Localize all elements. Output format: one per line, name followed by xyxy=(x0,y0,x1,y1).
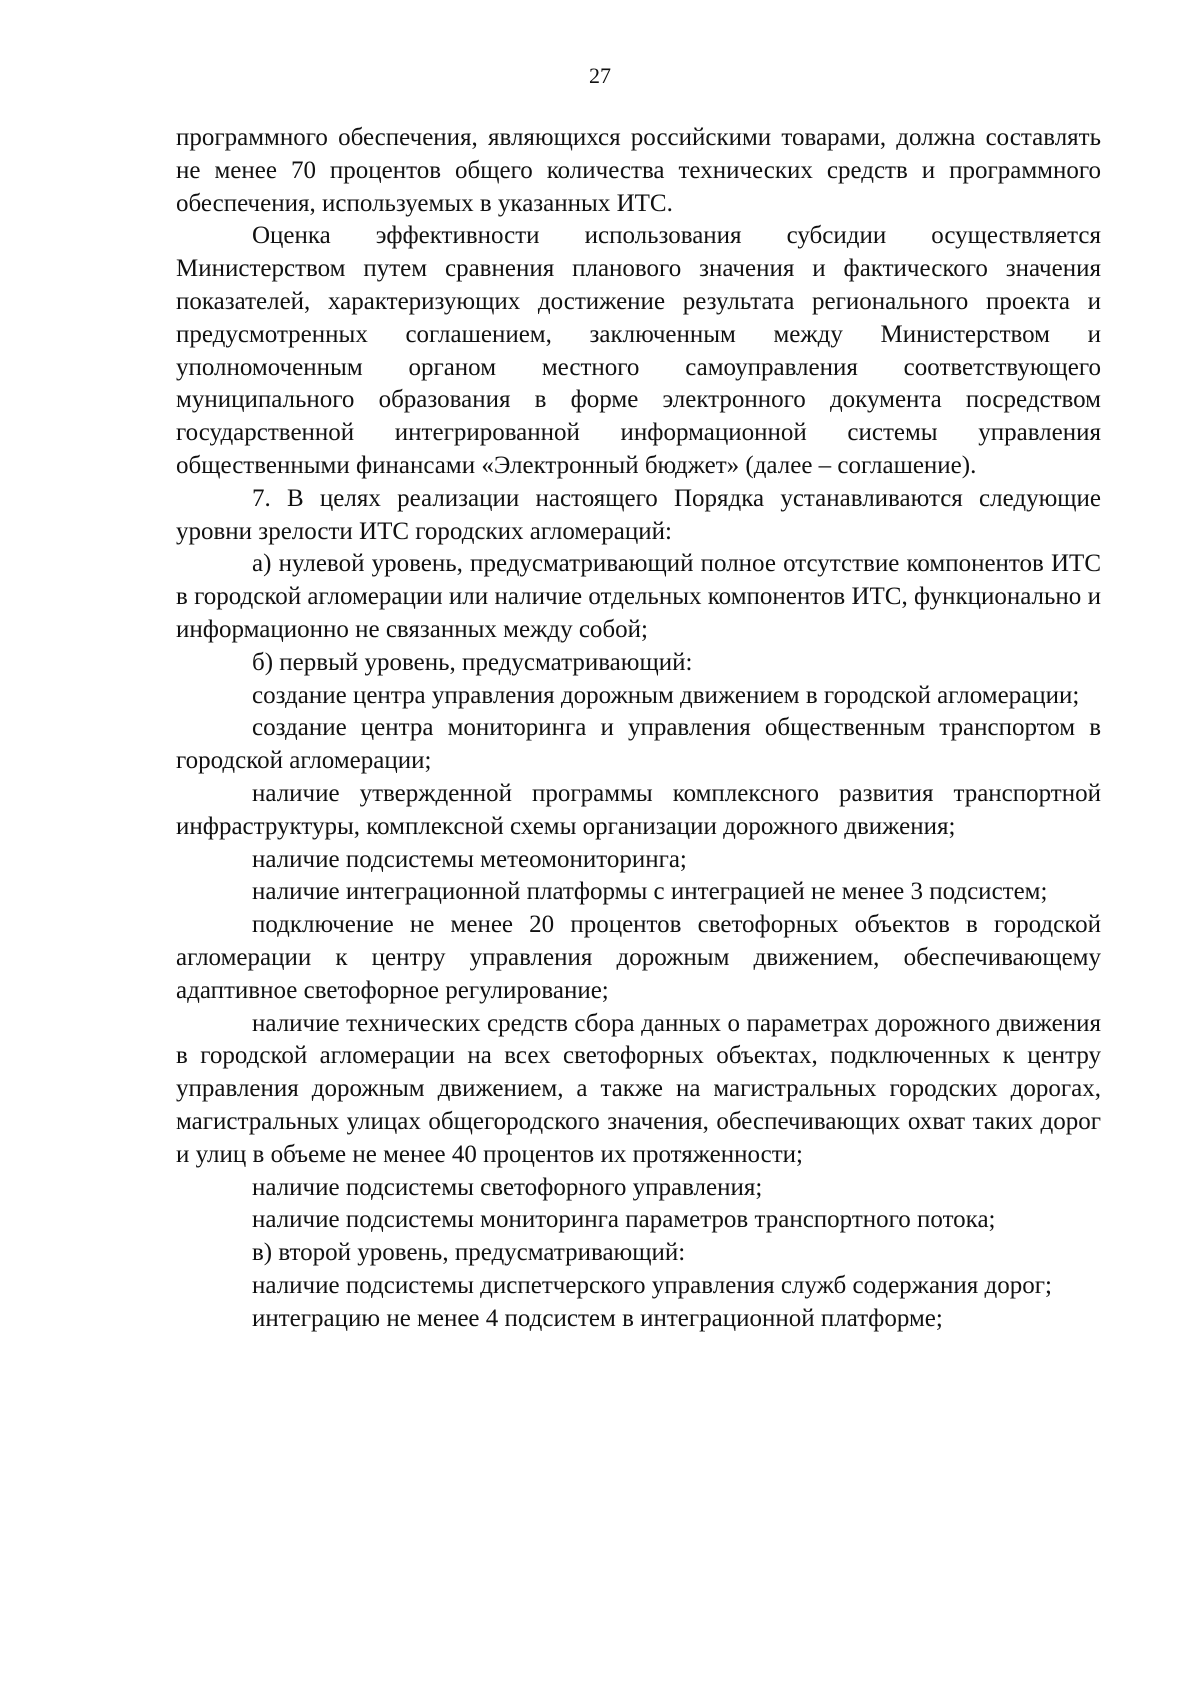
paragraph-item-7: 7. В целях реализации настоящего Порядка устанавливаются следующие уровни зрелости ИТС городских агломераций: xyxy=(176,484,1101,545)
list-item: наличие подсистемы метеомониторинга; xyxy=(252,845,687,873)
list-item: создание центра управления дорожным движением в городской агломерации; xyxy=(252,681,1080,709)
list-item: наличие технических средств сбора данных о параметрах дорожного движения в городской агломерации на всех светофорных объектах, подключенных к центру управления дорожным движением, а также на магистральных городских дорогах, магистральных улицах общегородского значения, обеспечивающих охват таких дорог и улиц в объеме не менее 40 процентов их протяженности; xyxy=(176,1009,1101,1168)
paragraph-level-two: в) второй уровень, предусматривающий: xyxy=(252,1239,686,1267)
list-item: интеграцию не менее 4 подсистем в интеграционной платформе; xyxy=(252,1304,943,1332)
page-number: 27 xyxy=(589,63,611,88)
list-item: создание центра мониторинга и управления общественным транспортом в городской агломерации; xyxy=(176,714,1101,775)
list-item: наличие подсистемы мониторинга параметров транспортного потока; xyxy=(252,1206,996,1234)
paragraph-level-zero: а) нулевой уровень, предусматривающий полное отсутствие компонентов ИТС в городской агломерации или наличие отдельных компонентов ИТС, функционально и информационно не связанных между собой; xyxy=(176,550,1101,643)
list-item: подключение не менее 20 процентов светофорных объектов в городской агломерации к центру управления дорожным движением, обеспечивающему адаптивное светофорное регулирование; xyxy=(176,911,1101,1004)
list-item: наличие утвержденной программы комплексного развития транспортной инфраструктуры, комплексной схемы организации дорожного движения; xyxy=(176,779,1101,840)
list-item: наличие подсистемы диспетчерского управления служб содержания дорог; xyxy=(252,1271,1052,1299)
paragraph-continuation: программного обеспечения, являющихся российскими товарами, должна составлять не менее 70 процентов общего количества технических средств и программного обеспечения, используемых в указанных ИТС. xyxy=(176,124,1101,217)
paragraph-subsidy-efficiency: Оценка эффективности использования субсидии осуществляется Министерством путем сравнения планового значения и фактического значения показателей, характеризующих достижение результата регионального проекта и предусмотренных соглашением, заключенным между Министерством и уполномоченным органом местного самоуправления соответствующего муниципального образования в форме электронного документа посредством государственной интегрированной информационной системы управления общественными финансами «Электронный бюджет» (далее – соглашение). xyxy=(176,222,1101,479)
paragraph-level-one: б) первый уровень, предусматривающий: xyxy=(252,648,693,676)
list-item: наличие подсистемы светофорного управления; xyxy=(252,1173,763,1201)
document-body xyxy=(176,122,1101,1335)
list-item: наличие интеграционной платформы с интеграцией не менее 3 подсистем; xyxy=(252,878,1048,906)
